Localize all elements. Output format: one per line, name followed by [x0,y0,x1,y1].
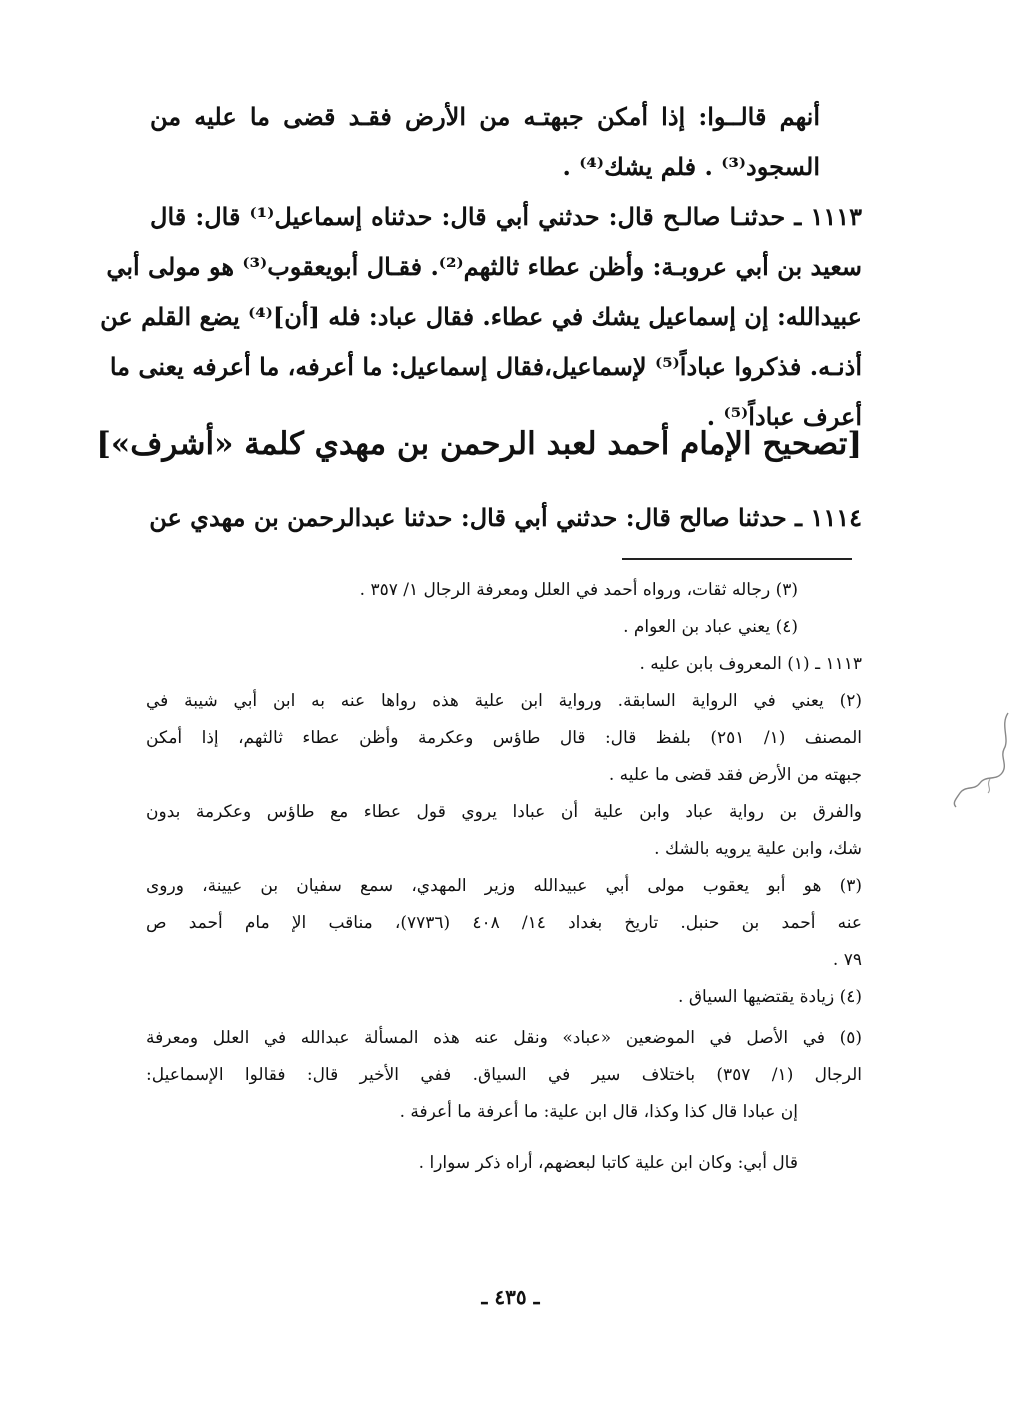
footnote-line: عنه أحمد بن حنبل. تاريخ بغداد ١٤/ ٤٠٨ (٧٧٣٦)، مناقب الإ مام أحمد ص [146,913,862,933]
footnote-line: (٣) هو أبو يعقوب مولى أبي عبيدالله وزير المهدي، سمع سفيان بن عيينة، وروى [146,876,862,896]
footnote-line: (٥) في الأصل في الموضعين «عباد» ونقل عنه هذه المسألة عبدالله في العلل ومعرفة [146,1028,862,1048]
footnote-separator [622,558,852,560]
footnote-line: جبهته من الأرض فقد قضى ما عليه . [608,765,862,785]
margin-scribble [930,705,1020,815]
main-line: ١١١٣ ـ حدثنـا صالـح قال: حدثني أبي قال: حدثناه إسماعيل⁽¹⁾ قال: قال [150,202,862,231]
footnotes [146,572,862,1182]
footnote-line: قال أبي: وكان ابن علية كاتبا لبعضهم، أراه ذكر سوارا . [418,1153,798,1173]
main-line: أعرف عباداً⁽⁵⁾ . [706,402,862,431]
main-line: سعيد بن أبي عروبـة: وأظن عطاء ثالثهم⁽²⁾. فقـال أبويعقوب⁽³⁾ هو مولى أبي [106,252,862,281]
footnote-line: الرجال (١/ ٣٥٧) باختلاف سير في السياق. ففي الأخير قال: فقالوا الإسماعيل: [146,1065,862,1085]
footnote-line: المصنف (١/ ٢٥١) بلفظ قال: قال طاؤس وعكرمة وأظن عطاء ثالثهم، إذا أمكن [146,728,862,748]
footnote-line: (٣) رجاله ثقات، ورواه أحمد في العلل ومعرفة الرجال ١/ ٣٥٧ . [359,580,798,600]
footnote-line: (٢) يعني في الرواية السابقة. ورواية ابن علية هذه رواها عنه به ابن أبي شيبة في [146,691,862,711]
main-line: عبيدالله: إن إسماعيل يشك في عطاء. فقال عباد: فله [أن]⁽⁴⁾ يضع القلم عن [100,302,862,331]
main-line: السجود⁽³⁾ . فلم يشك⁽⁴⁾ . [562,152,820,181]
main-line: أنهم قالــوا: إذا أمكن جبهتـه من الأرض فقـد قضى ما عليه من [150,102,821,131]
footnote-line: (٤) زيادة يقتضيها السياق . [678,987,862,1007]
main-line: أذنـه. فذكروا عباداً⁽⁵⁾ لإسماعيل،فقال إسماعيل: ما أعرفه، ما أعرفه يعنى ما [109,352,862,381]
main-text-continued [150,493,862,543]
footnote-line: والفرق بن رواية عباد وابن علية أن عبادا يروي قول عطاء مع طاؤس وعكرمة بدون [146,802,862,822]
page-number: ـ ٤٣٥ ـ [481,1285,540,1309]
section-heading: [تصحيح الإمام أحمد لعبد الرحمن بن مهدي كلمة «أشرف»] [96,426,862,462]
footnote-line: ٧٩ . [832,950,862,970]
main-line: ١١١٤ ـ حدثنا صالح قال: حدثني أبي قال: حدثنا عبدالرحمن بن مهدي عن [149,503,862,532]
footnote-line: ١١١٣ ـ (١) المعروف بابن عليه . [639,654,862,674]
footnote-line: شك، وابن علية يرويه بالشك . [654,839,862,859]
footnote-line: (٤) يعني عباد بن العوام . [623,617,798,637]
footnote-line: إن عبادا قال كذا وكذا، قال ابن علية: ما أعرفة ما أعرفة . [399,1102,798,1122]
main-text [100,92,862,442]
